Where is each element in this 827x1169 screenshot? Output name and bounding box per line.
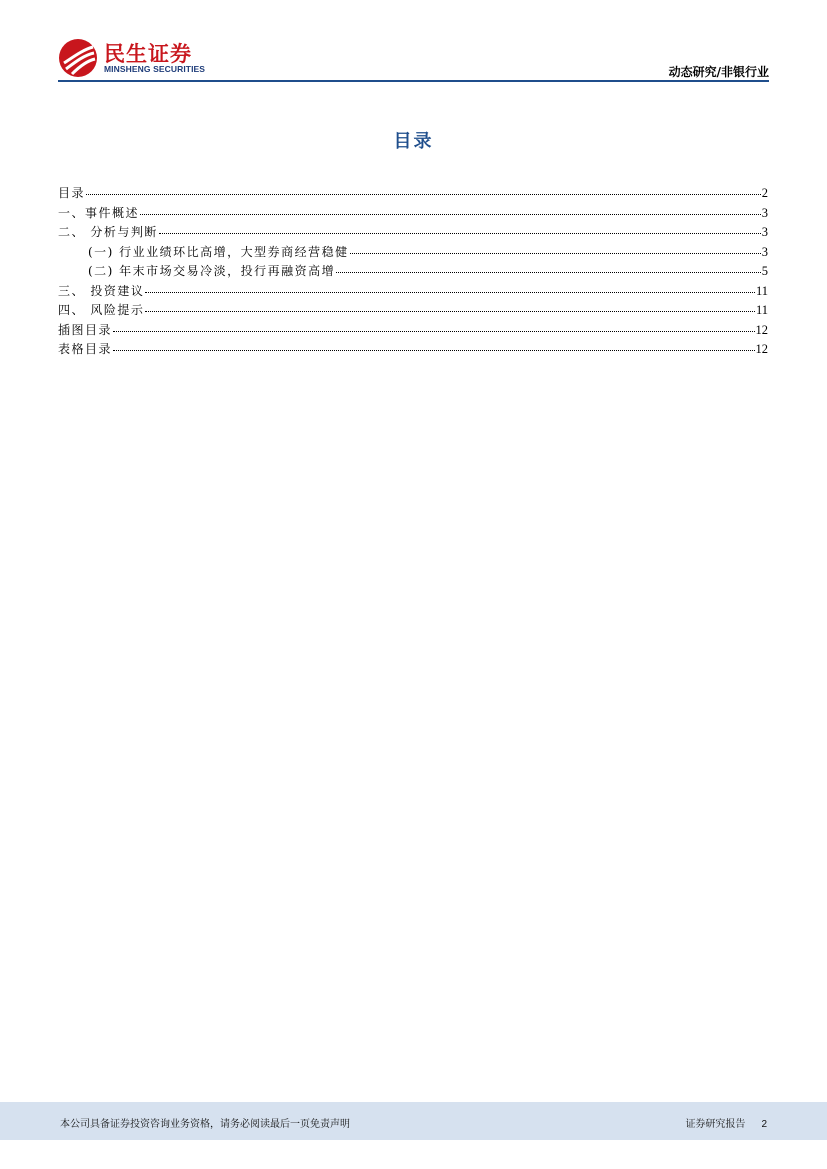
logo-english-name: MINSHENG SECURITIES xyxy=(104,64,206,74)
toc-entry-page: 3 xyxy=(761,244,768,259)
toc-entry[interactable] xyxy=(58,340,768,360)
toc-entry[interactable] xyxy=(58,301,768,321)
toc-dot-leader xyxy=(113,321,754,332)
toc-entry-label: (二) 年末市场交易冷淡，投行再融资高增 xyxy=(88,264,336,278)
page-footer xyxy=(0,1102,827,1140)
toc-entry-label: 表格目录 xyxy=(58,342,113,356)
toc-dot-leader xyxy=(86,184,761,195)
toc-entry[interactable] xyxy=(58,223,768,243)
table-of-contents xyxy=(58,184,768,360)
minsheng-logo-icon xyxy=(58,38,98,78)
footer-page-number: 2 xyxy=(761,1119,767,1130)
toc-entry-page: 12 xyxy=(755,322,768,337)
toc-entry[interactable] xyxy=(58,243,768,263)
toc-dot-leader xyxy=(350,243,761,254)
footer-disclaimer: 本公司具备证券投资咨询业务资格，请务必阅读最后一页免责声明 xyxy=(60,1119,350,1130)
toc-entry[interactable] xyxy=(58,282,768,302)
toc-entry-label: 一、事件概述 xyxy=(58,205,140,220)
toc-entry-page: 11 xyxy=(755,283,768,298)
footer-right xyxy=(685,1115,767,1130)
footer-doc-type: 证券研究报告 xyxy=(685,1119,746,1130)
toc-entry-page: 5 xyxy=(761,264,768,278)
toc-entry-page: 11 xyxy=(755,303,768,317)
report-type-label: 动态研究/非银行业 xyxy=(668,65,769,79)
logo-chinese-name: 民生证券 xyxy=(104,42,192,66)
toc-dot-leader xyxy=(336,262,761,273)
toc-entry-page: 2 xyxy=(761,186,768,200)
toc-entry-label: 四、 风险提示 xyxy=(58,303,145,317)
toc-dot-leader xyxy=(145,282,755,293)
toc-entry-page: 3 xyxy=(761,205,768,220)
header-divider xyxy=(58,80,769,82)
company-logo xyxy=(58,38,238,80)
toc-entry-label: (一) 行业业绩环比高增，大型券商经营稳健 xyxy=(88,244,349,259)
toc-dot-leader xyxy=(159,223,761,234)
toc-dot-leader xyxy=(113,340,754,351)
toc-entry-page: 3 xyxy=(761,225,768,239)
toc-entry-label: 目录 xyxy=(58,186,86,200)
toc-dot-leader xyxy=(140,204,761,215)
toc-entry-label: 三、 投资建议 xyxy=(58,283,145,298)
toc-entry-page: 12 xyxy=(755,342,768,356)
toc-entry-label: 插图目录 xyxy=(58,322,113,337)
page-title: 目录 xyxy=(393,131,434,152)
toc-entry[interactable] xyxy=(58,321,768,341)
toc-entry[interactable] xyxy=(58,184,768,204)
toc-entry-label: 二、 分析与判断 xyxy=(58,225,158,239)
toc-dot-leader xyxy=(145,301,755,312)
toc-entry[interactable] xyxy=(58,262,768,282)
toc-entry[interactable] xyxy=(58,204,768,224)
